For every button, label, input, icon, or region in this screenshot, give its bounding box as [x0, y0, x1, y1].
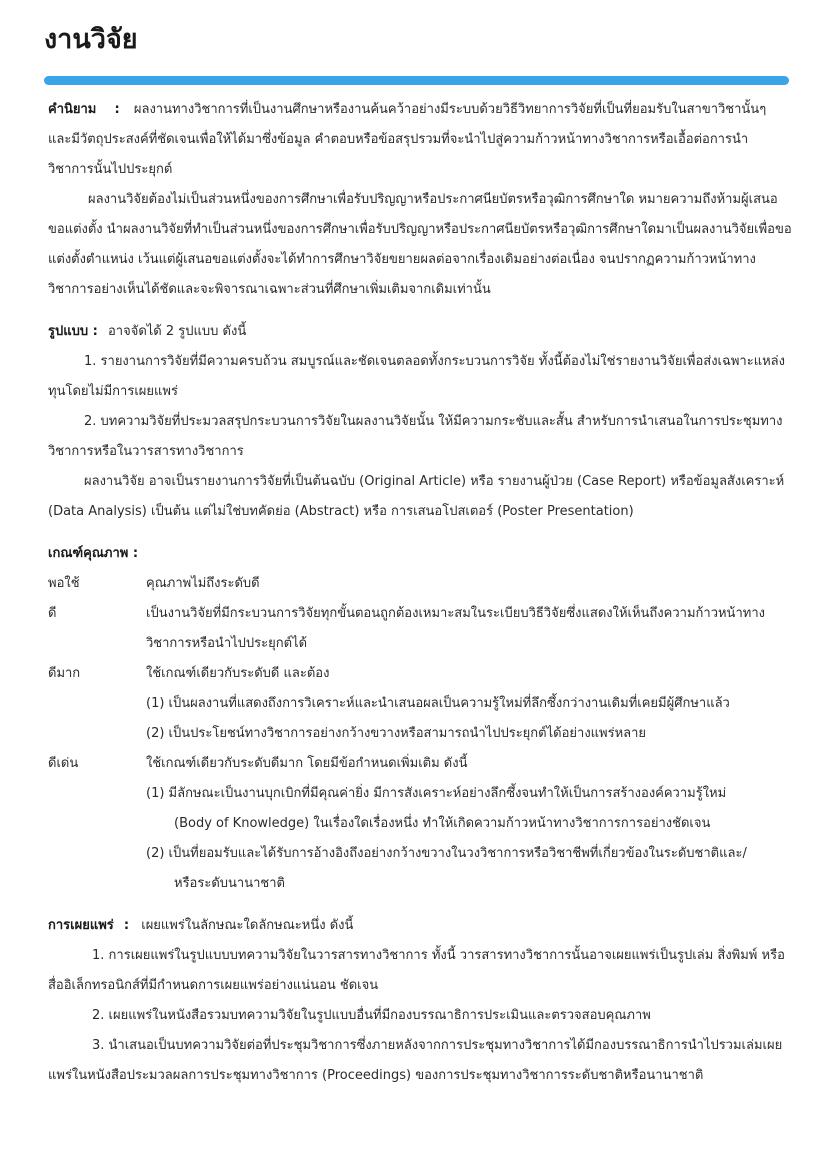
publish-item-2: 2. เผยแพร่ในหนังสือรวมบทความวิจัยในรูปแบบอื่นที่มีกองบรรณาธิการประเมินและตรวจสอบคุณภาพ	[92, 1008, 651, 1023]
criteria-fair-text: คุณภาพไม่ถึงระดับดี	[146, 576, 260, 591]
publish-item-3: 3. นำเสนอเป็นบทความวิจัยต่อที่ประชุมวิชาการซึ่งภายหลังจากการประชุมทางวิชาการได้มีกองบรรณาธิการนำไปรวมเล่มเผยแพร่ในหนังสือประมวลผลการประชุมทางวิชาการ (Proceedings) ของการประชุมทางวิชาการระดับชาติหรือนานาชาติ	[48, 1038, 783, 1083]
format-intro: อาจจัดได้ 2 รูปแบบ ดังนี้	[107, 324, 247, 339]
criteria-excellent-label: ดีเด่น	[48, 756, 79, 771]
format-heading	[48, 317, 792, 347]
definition-sep: :	[114, 102, 120, 117]
format-item-2: 2. บทความวิจัยที่ประมวลสรุปกระบวนการวิจัยในผลงานวิจัยนั้น ให้มีความกระชับและสั้น สำหรับการนำเสนอในการประชุมทางวิชาการหรือในวารสารทางวิชาการ	[48, 414, 783, 459]
page-title: งานวิจัย	[44, 24, 138, 55]
publish-label: การเผยแพร่	[48, 918, 114, 933]
criteria-excellent-item-1a: (1) มีลักษณะเป็นงานบุกเบิกที่มีคุณค่ายิ่ง มีการสังเคราะห์อย่างลึกซึ้งจนทำให้เป็นการสร้างองค์ความรู้ใหม่	[146, 786, 727, 801]
criteria-row-fair	[48, 569, 792, 599]
criteria-row-very-good	[48, 659, 792, 749]
criteria-excellent-item-1b: (Body of Knowledge) ในเรื่องใดเรื่องหนึ่ง ทำให้เกิดความก้าวหน้าทางวิชาการการอย่างชัดเจน	[174, 816, 711, 831]
definition-text: ผลงานทางวิชาการที่เป็นงานศึกษาหรืองานค้นคว้าอย่างมีระบบด้วยวิธีวิทยาการวิจัยที่เป็นที่ยอมรับในสาขาวิชานั้นๆ และมีวัตถุประสงค์ที่ชัดเจนเพื่อให้ได้มาซึ่งข้อมูล คำตอบหรือข้อสรุปรวมที่จะนำไปสู่ความก้าวหน้าทางวิชาการหรือเอื้อต่อการนำวิชาการนั้นไปประยุกต์	[48, 102, 767, 177]
criteria-good-label: ดี	[48, 606, 57, 621]
criteria-label: เกณฑ์คุณภาพ :	[48, 546, 139, 561]
publish-heading	[48, 911, 792, 941]
format-item-1: 1. รายงานการวิจัยที่มีความครบถ้วน สมบูรณ์และชัดเจนตลอดทั้งกระบวนการวิจัย ทั้งนี้ต้องไม่ใช่รายงานวิจัยเพื่อส่งเฉพาะแหล่งทุนโดยไม่มีการเผยแพร่	[48, 354, 785, 399]
criteria-row-excellent	[48, 749, 792, 899]
document-body	[48, 95, 792, 1091]
definition-label: คำนิยาม	[48, 102, 97, 117]
definition-paragraph	[48, 95, 792, 185]
definition-paragraph-2: ผลงานวิจัยต้องไม่เป็นส่วนหนึ่งของการศึกษาเพื่อรับปริญญาหรือประกาศนียบัตรหรือวุฒิการศึกษาใด หมายความถึงห้ามผู้เสนอขอแต่งตั้ง นำผลงานวิจัยที่ทำเป็นส่วนหนึ่งของการศึกษาเพื่อรับปริญญาหรือประกาศนียบัตรหรือวุฒิการศึกษาใดมาเป็นผลงานวิจัยเพื่อขอแต่งตั้งตำแหน่ง เว้นแต่ผู้เสนอขอแต่งตั้งจะได้ทำการศึกษาวิจัยขยายผลต่อจากเรื่องเดิมอย่างต่อเนื่อง จนปรากฏความก้าวหน้าทางวิชาการอย่างเห็นได้ชัดและจะพิจารณาเฉพาะส่วนที่ศึกษาเพิ่มเติมจากเดิมเท่านั้น	[48, 192, 792, 297]
criteria-heading	[48, 539, 792, 569]
criteria-excellent-body	[146, 749, 792, 899]
criteria-very-good-body	[146, 659, 792, 749]
publish-intro: เผยแพร่ในลักษณะใดลักษณะหนึ่ง ดังนี้	[141, 918, 354, 933]
criteria-row-good	[48, 599, 792, 659]
publish-item-1: 1. การเผยแพร่ในรูปแบบบทความวิจัยในวารสารทางวิชาการ ทั้งนี้ วารสารทางวิชาการนั้นอาจเผยแพร่เป็นรูปเล่ม สิ่งพิมพ์ หรือ สื่ออิเล็กทรอนิกส์ที่มีกำหนดการเผยแพร่อย่างแน่นอน ชัดเจน	[48, 948, 785, 993]
criteria-good-text: เป็นงานวิจัยที่มีกระบวนการวิจัยทุกขั้นตอนถูกต้องเหมาะสมในระเบียบวิธีวิจัยซึ่งแสดงให้เห็นถึงความก้าวหน้าทางวิชาการหรือนำไปประยุกต์ได้	[146, 606, 765, 651]
criteria-very-good-item-2: (2) เป็นประโยชน์ทางวิชาการอย่างกว้างขวางหรือสามารถนำไปประยุกต์ได้อย่างแพร่หลาย	[146, 726, 647, 741]
format-note: ผลงานวิจัย อาจเป็นรายงานการวิจัยที่เป็นต้นฉบับ (Original Article) หรือ รายงานผู้ป่วย (Case Report) หรือข้อมูลสังเคราะห์ (Data Analysis) เป็นต้น แต่ไม่ใช่บทคัดย่อ (Abstract) หรือ การเสนอโปสเตอร์ (Poster Presentation)	[48, 474, 785, 519]
criteria-very-good-item-1: (1) เป็นผลงานที่แสดงถึงการวิเคราะห์และนำเสนอผลเป็นความรู้ใหม่ที่ลึกซึ้งกว่างานเดิมที่เคยมีผู้ศึกษาแล้ว	[146, 696, 730, 711]
criteria-excellent-item-2b: หรือระดับนานาชาติ	[174, 876, 285, 891]
publish-sep: :	[123, 918, 130, 933]
format-label: รูปแบบ :	[48, 324, 98, 339]
title-underline	[44, 76, 789, 85]
criteria-fair-label: พอใช้	[48, 576, 80, 591]
criteria-excellent-item-2a: (2) เป็นที่ยอมรับและได้รับการอ้างอิงถึงอย่างกว้างขวางในวงวิชาการหรือวิชาชีพที่เกี่ยวข้องในระดับชาติและ/	[146, 846, 747, 861]
criteria-excellent-text: ใช้เกณฑ์เดียวกับระดับดีมาก โดยมีข้อกำหนดเพิ่มเติม ดังนี้	[146, 756, 468, 771]
criteria-very-good-label: ดีมาก	[48, 666, 81, 681]
criteria-very-good-text: ใช้เกณฑ์เดียวกับระดับดี และต้อง	[146, 666, 330, 681]
